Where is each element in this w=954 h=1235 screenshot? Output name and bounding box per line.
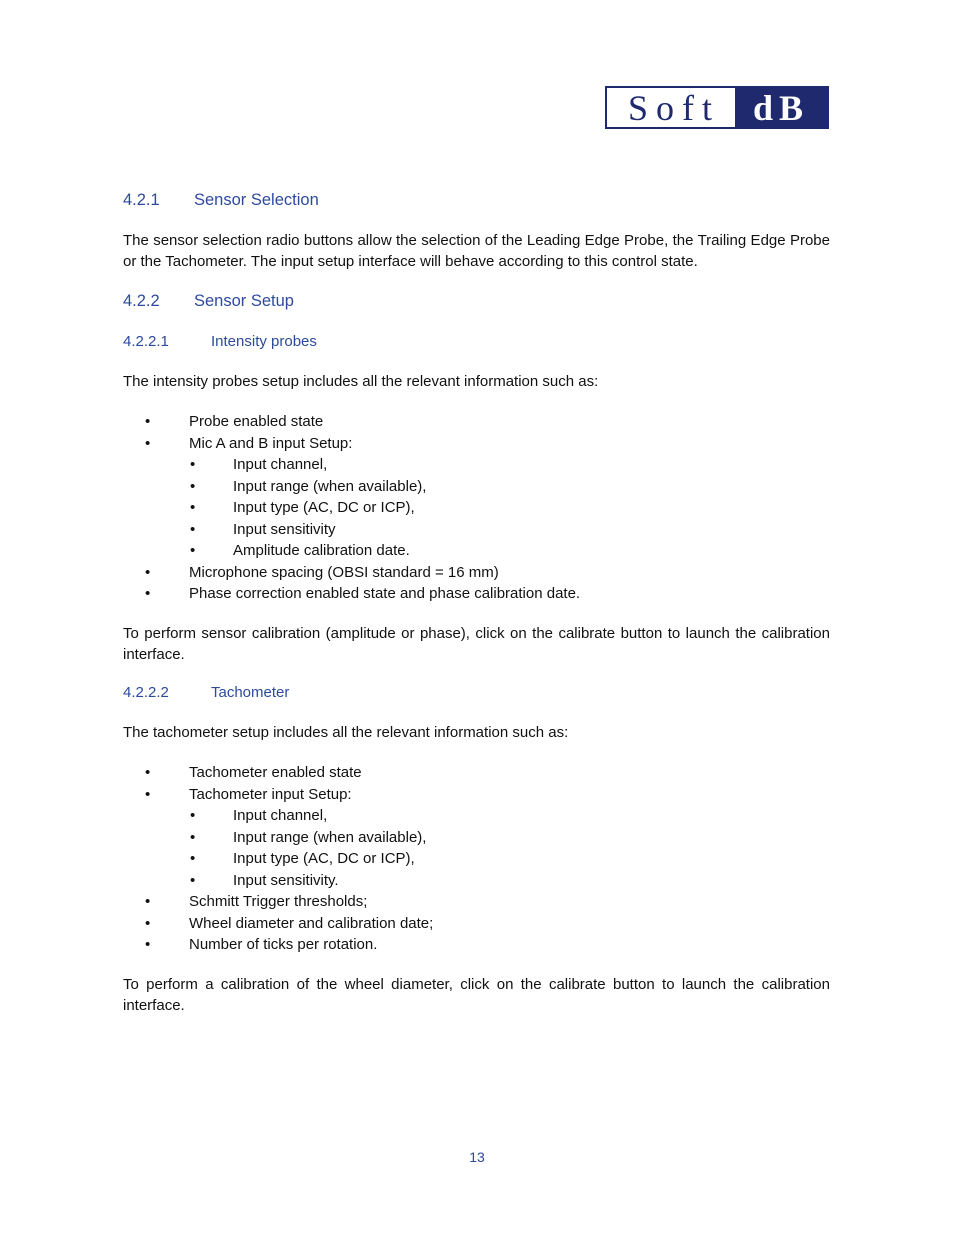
section-4221-title: Intensity probes (211, 333, 317, 350)
sub-list-item: Input sensitivity. (233, 872, 339, 889)
bullet: • (145, 915, 151, 932)
list-item: Microphone spacing (OBSI standard = 16 mm) (189, 564, 499, 581)
sub-bullet: • (190, 478, 196, 495)
logo-soft-text: Soft (627, 87, 720, 128)
list-item: Probe enabled state (189, 413, 324, 430)
sub-list-item: Input range (when available), (233, 478, 427, 495)
sub-bullet: • (190, 521, 196, 538)
sub-bullet: • (190, 850, 196, 867)
logo-db-text: dB (735, 88, 827, 127)
sub-list-item: Input type (AC, DC or ICP), (233, 850, 415, 867)
sub-list-item: Input range (when available), (233, 829, 427, 846)
sub-list-item: Input sensitivity (233, 521, 336, 538)
bullet: • (145, 893, 151, 910)
paragraph-sensor-calibration: To perform sensor calibration (amplitude or phase), click on the calibrate button to launch the calibration interface. (123, 625, 830, 663)
list-item: Schmitt Trigger thresholds; (189, 893, 368, 910)
bullet: • (145, 413, 151, 430)
page-number: 13 (469, 1149, 485, 1165)
sub-list-item: Amplitude calibration date. (233, 542, 410, 559)
paragraph-intensity-intro: The intensity probes setup includes all the relevant information such as: (123, 373, 599, 390)
paragraph-sensor-selection: The sensor selection radio buttons allow the selection of the Leading Edge Probe, the Trailing Edge Probe or the Tachometer. The input setup interface will behave according to this control state. (123, 232, 830, 270)
bullet: • (145, 564, 151, 581)
section-4222-title: Tachometer (211, 684, 290, 701)
sub-bullet: • (190, 499, 196, 516)
section-422-title: Sensor Setup (194, 292, 294, 310)
section-4221-number: 4.2.2.1 (123, 333, 169, 350)
sub-bullet: • (190, 807, 196, 824)
list-item: Tachometer input Setup: (189, 786, 352, 803)
section-4222-number: 4.2.2.2 (123, 684, 169, 701)
sub-bullet: • (190, 872, 196, 889)
paragraph-wheel-calibration: To perform a calibration of the wheel diameter, click on the calibrate button to launch the calibration interface. (123, 976, 830, 1014)
list-item: Tachometer enabled state (189, 764, 362, 781)
section-422-number: 4.2.2 (123, 292, 160, 310)
section-421-number: 4.2.1 (123, 191, 160, 209)
bullet: • (145, 764, 151, 781)
section-421-title: Sensor Selection (194, 191, 319, 209)
list-item: Wheel diameter and calibration date; (189, 915, 434, 932)
sub-bullet: • (190, 829, 196, 846)
bullet: • (145, 585, 151, 602)
list-item: Mic A and B input Setup: (189, 435, 353, 452)
list-item: Phase correction enabled state and phase calibration date. (189, 585, 581, 602)
bullet: • (145, 435, 151, 452)
sub-bullet: • (190, 456, 196, 473)
bullet: • (145, 786, 151, 803)
sub-bullet: • (190, 542, 196, 559)
bullet: • (145, 936, 151, 953)
sub-list-item: Input type (AC, DC or ICP), (233, 499, 415, 516)
paragraph-tachometer-intro: The tachometer setup includes all the relevant information such as: (123, 724, 569, 741)
sub-list-item: Input channel, (233, 807, 328, 824)
sub-list-item: Input channel, (233, 456, 328, 473)
list-item: Number of ticks per rotation. (189, 936, 378, 953)
softdb-logo (605, 86, 829, 129)
